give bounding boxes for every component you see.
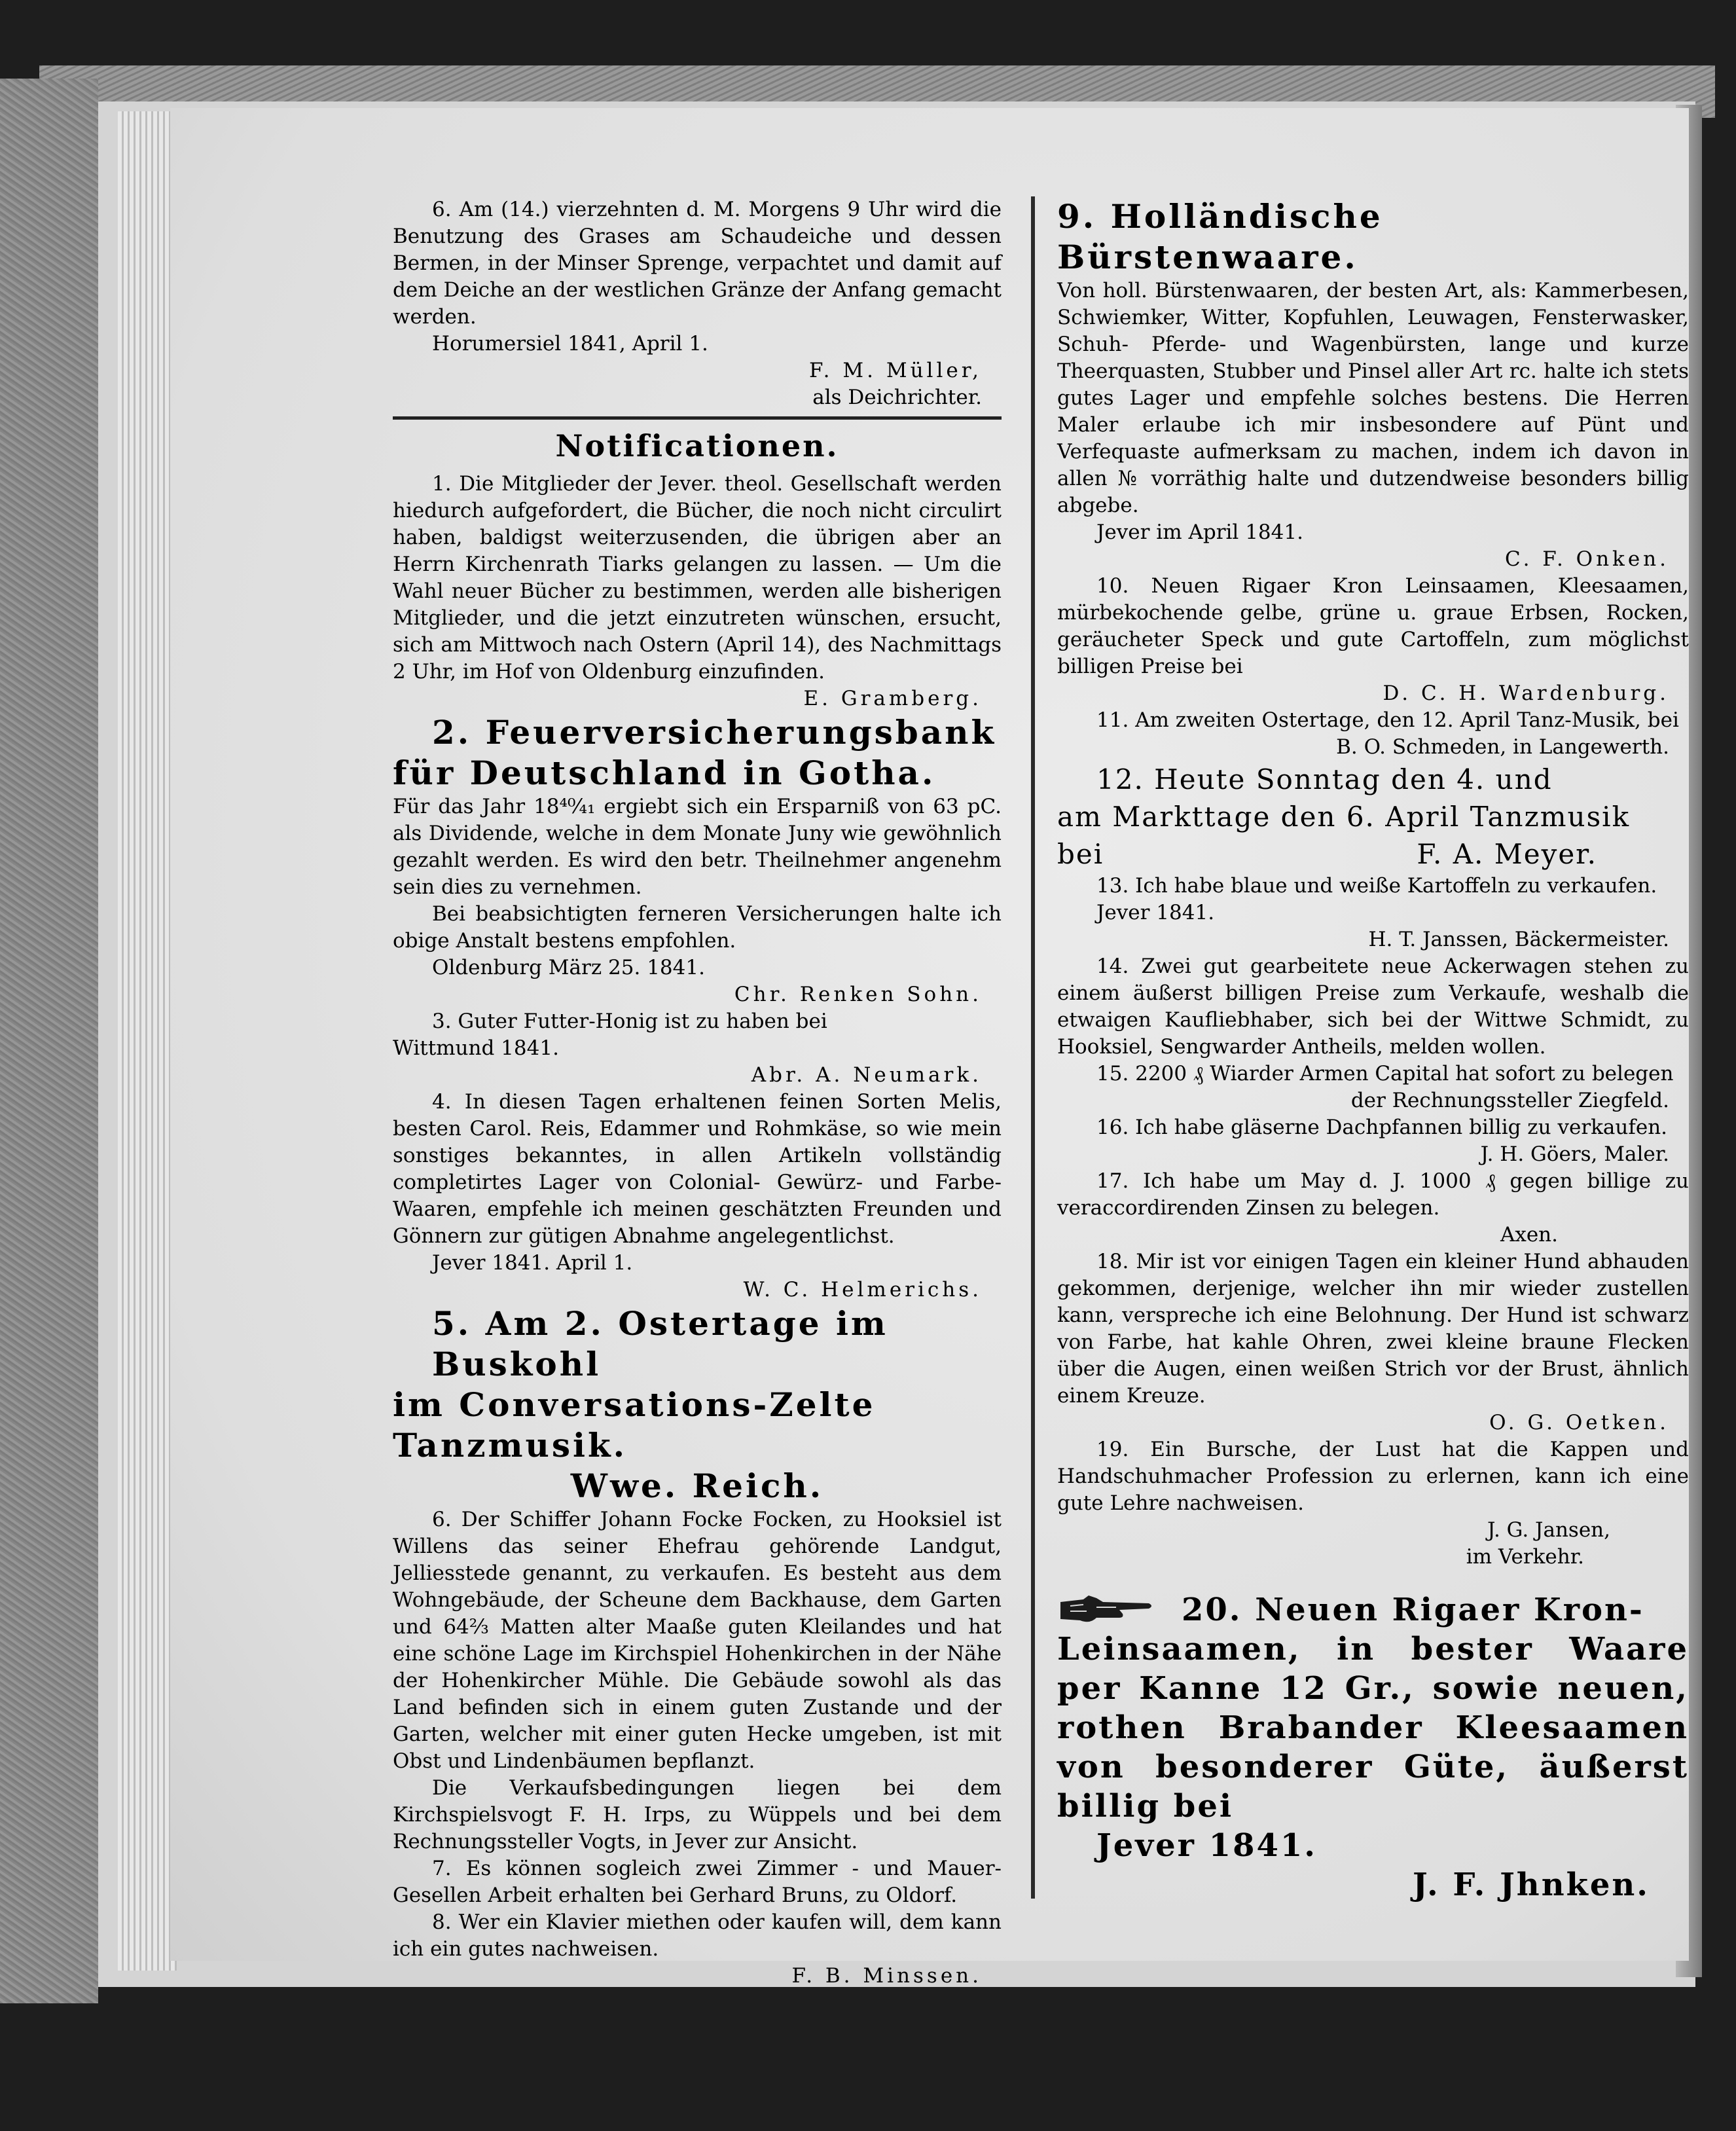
notice-6-text-1: 6. Der Schiffer Johann Focke Focken, zu Hooksiel ist Willens das seiner Ehefrau gehörende Landgut, Jelliesstede genannt, zu verkaufen. Es besteht aus dem Wohngebäude, der Scheune dem Backhause, dem Garten und 64²⁄₃ Matten alter Maaße guten Kleilandes und hat eine schöne Lage im Kirchspiel Hohenkirchen in der Nähe der Hohenkircher Mühle. Die Gebäude sowohl als das Land befinden sich in einem guten Zustande und der Garten, welcher mit einer guten Hecke umgeben, ist mit Obst und Lindenbäumen bepflanzt. [393,1508,1002,1773]
pointing-hand-icon [1057,1590,1155,1630]
notice-10-text: 10. Neuen Rigaer Kron Leinsaamen, Kleesaamen, mürbekochende gelbe, grüne u. graue Erbsen, Rocken, geräucheter Speck und gute Cartoffeln, zum möglichst billigen Preise bei [1057,574,1689,678]
notice-13-date: Jever 1841. [1096,901,1215,924]
notice-14-text: 14. Zwei gut gearbeitete neue Ackerwagen stehen zu einem äußerst billigen Preise zum Verkaufe, weshalb die etwaigen Kaufliebhaber, sich bei der Wittwe Schmidt, zu Hooksiel, Sengwarder Antheils, melden wollen. [1057,955,1689,1059]
notice-9-date: Jever im April 1841. [1096,520,1303,544]
notice-11-text: 11. Am zweiten Ostertage, den 12. April Tanz-Musik, bei [1096,708,1679,732]
notice-16-text: 16. Ich habe gläserne Dachpfannen billig zu verkaufen. [1096,1116,1668,1139]
notice-19-signature-place: im Verkehr. [1466,1545,1584,1569]
notice-18-signature: O. G. Oetken. [1489,1411,1669,1434]
notice-12-line-2: am Markttage den 6. April Tanzmusik [1057,801,1631,833]
notice-17-signature: Axen. [1500,1223,1558,1247]
notice-7-text: 7. Es können sogleich zwei Zimmer - und Mauer-Gesellen Arbeit erhalten bei Gerhard Bruns, zu Oldorf. [393,1857,1002,1907]
notice-6-top-signature: F. M. Müller, [809,359,982,382]
notice-9-heading: 9. Holländische Bürstenwaare. [1057,197,1383,276]
notice-9-text: Von holl. Bürstenwaaren, der besten Art, als: Kammerbesen, Schwiemker, Witter, Kopfuhlen, Leuwagen, Fensterwasker, Schuh- Pferde- und Wagenbürsten, lange und kurze Theerquasten, Stubber und Pinsel aller Art rc. halte ich stets gutes Lager und empfehle solches bestens. Die Herren Maler erlaube ich mir insbesondere auf Pünt und Verfequaste aufmerksam zu machen, indem ich davon in allen № vorräthig halte und dutzendweise besonders billig abgebe. [1057,279,1689,517]
notice-20-text: Leinsaamen, in bester Waare per Kanne 12 Gr., sowie neuen, rothen Brabander Kleesaamen von besonderer Güte, äußerst billig bei [1057,1631,1689,1825]
notice-20-line-1: 20. Neuen Rigaer Kron- [1182,1592,1644,1628]
right-column [1057,196,1689,1904]
notice-6-top-text: 6. Am (14.) vierzehnten d. M. Morgens 9 Uhr wird die Benutzung des Grases am Schaudeiche und dessen Bermen, in der Minser Sprenge, verpachtet und damit auf dem Deiche an der westlichen Gränze der Anfang gemacht werden. [393,198,1002,329]
notice-17-text: 17. Ich habe um May d. J. 1000 ₰ gegen billige zu veraccordirenden Zinsen zu belegen. [1057,1169,1689,1220]
notice-5-line-1: 5. Am 2. Ostertage im Buskohl [432,1304,888,1383]
notice-12-signature: F. A. Meyer. [1417,838,1597,870]
notice-3-text: 3. Guter Futter-Honig ist zu haben bei [432,1010,827,1033]
notice-11-signature: B. O. Schmeden, in Langewerth. [1336,735,1669,759]
notice-15-text: 15. 2200 ₰ Wiarder Armen Capital hat sofort zu belegen [1096,1062,1674,1085]
notice-2-text-1: Für das Jahr 18⁴⁰⁄₄₁ ergiebt sich ein Ersparniß von 63 pC. als Dividende, welche in dem Monate Juny wie gewöhnlich gezahlt werden. Es wird den betr. Theilnehmer angenehm sein dies zu vernehmen. [393,795,1002,899]
column-rule [1031,196,1035,1899]
left-column [393,196,1002,1990]
notice-3-date: Wittmund 1841. [393,1036,559,1060]
page-edges [118,111,177,1971]
notice-8-text: 8. Wer ein Klavier miethen oder kaufen will, dem kann ich ein gutes nachweisen. [393,1910,1002,1961]
notice-20-date: Jever 1841. [1096,1827,1317,1864]
notice-20-signature: J. F. Jhnken. [1413,1867,1650,1903]
notice-2-signature: Chr. Renken Sohn. [734,983,982,1006]
book-cover-left [0,79,98,2003]
notice-2-text-2: Bei beabsichtigten ferneren Versicherungen halte ich obige Anstalt bestens empfohlen. [393,902,1002,953]
notice-18-text: 18. Mir ist vor einigen Tagen ein kleiner Hund abhauden gekommen, derjenige, welcher ihn mir wieder zustellen kann, verspreche ich eine Belohnung. Der Hund ist schwarz von Farbe, hat kahle Ohren, zwei kleine braune Flecken über die Augen, einen weißen Strich vor der Brust, ähnlich einem Kreuze. [1057,1250,1689,1408]
notice-2-heading-1: 2. Feuerversicherungsbank [432,713,997,752]
notice-13-text: 13. Ich habe blaue und weiße Kartoffeln zu verkaufen. [1096,874,1657,898]
notice-19-text: 19. Ein Bursche, der Lust hat die Kappen und Handschuhmacher Profession zu erlernen, kann ich eine gute Lehre nachweisen. [1057,1438,1689,1515]
notice-4-text: 4. In diesen Tagen erhaltenen feinen Sorten Melis, besten Carol. Reis, Edammer und Rohmkäse, so wie mein sonstiges bekanntes, in allen Artikeln vollständig completirtes Lager von Colonial- Gewürz- und Farbe-Waaren, empfehle ich meinen geschätzten Freunden und Gönnern zur gütigen Abnahme angelegentlichst. [393,1090,1002,1248]
notice-13-signature: H. T. Janssen, Bäckermeister. [1368,928,1669,951]
notice-20-header [1057,1590,1689,1630]
notice-4-signature: W. C. Helmerichs. [743,1278,982,1302]
notifications-title: Notificationen. [555,428,839,464]
section-rule [393,416,1002,420]
notice-2-heading-2: für Deutschland in Gotha. [393,754,936,792]
notice-9-signature: C. F. Onken. [1504,547,1669,571]
notice-6-top-date: Horumersiel 1841, April 1. [432,332,708,355]
notice-5-signature: Wwe. Reich. [570,1466,824,1505]
notice-10-signature: D. C. H. Wardenburg. [1383,682,1669,705]
notice-1-signature: E. Gramberg. [803,687,982,710]
notice-8-signature: F. B. Minssen. [791,1964,982,1988]
notice-1-text: 1. Die Mitglieder der Jever. theol. Gesellschaft werden hiedurch aufgefordert, die Bücher, die noch nicht circulirt haben, baldigst weiterzusenden, die übrigen aber an Herrn Kirchenrath Tiarks gelangen zu lassen. — Um die Wahl neuer Bücher zu bestimmen, werden alle bisherigen Mitglieder, und die jetzt einzutreten wünschen, ersucht, sich am Mittwoch nach Ostern (April 14), des Nachmittags 2 Uhr, im Hof von Oldenburg einzufinden. [393,472,1002,683]
notice-5-line-2: im Conversations-Zelte Tanzmusik. [393,1385,876,1465]
notice-16-signature: J. H. Göers, Maler. [1480,1142,1669,1166]
notice-4-date: Jever 1841. April 1. [432,1251,633,1275]
notice-6-text-2: Die Verkaufsbedingungen liegen bei dem Kirchspielsvogt F. H. Irps, zu Wüppels und bei dem Rechnungssteller Vogts, in Jever zur Ansicht. [393,1776,1002,1853]
notice-15-signature: der Rechnungssteller Ziegfeld. [1350,1089,1669,1112]
notice-12-bei: bei [1057,838,1104,870]
notice-6-top-signature-title: als Deichrichter. [812,386,982,409]
notice-19-signature: J. G. Jansen, [1487,1518,1610,1542]
notice-3-signature: Abr. A. Neumark. [751,1063,982,1087]
notice-12-line-1: 12. Heute Sonntag den 4. und [1096,763,1553,795]
notice-2-date: Oldenburg März 25. 1841. [432,956,705,979]
